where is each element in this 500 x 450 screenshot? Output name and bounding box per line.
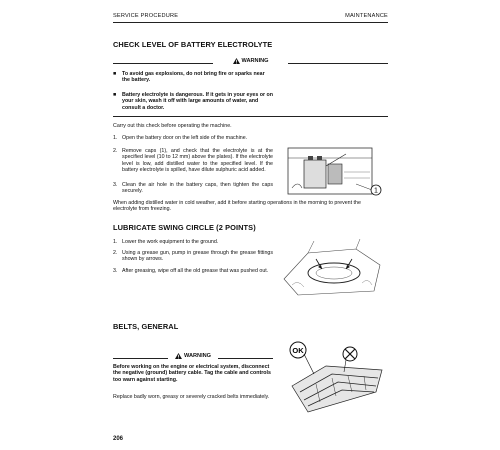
warning-label: WARNING bbox=[230, 58, 270, 64]
warning-line-left bbox=[113, 63, 213, 64]
section-rule bbox=[113, 116, 388, 117]
warning-line-left bbox=[113, 358, 168, 359]
swing-step-1: 1. Lower the work equipment to the ground. bbox=[113, 239, 219, 245]
bullet-icon: ■ bbox=[113, 92, 117, 98]
header-left: SERVICE PROCEDURE bbox=[113, 13, 179, 19]
battery-step-1: 1. Open the battery door on the left side of the machine. bbox=[113, 135, 248, 141]
warning-line-right bbox=[288, 63, 388, 64]
warning-line-right bbox=[218, 358, 273, 359]
section-title-swing-circle: LUBRICATE SWING CIRCLE (2 POINTS) bbox=[113, 223, 256, 232]
battery-step-3: 3. Clean the air hole in the battery caps, then tighten the caps securely. bbox=[113, 182, 273, 195]
section-title-belts: BELTS, GENERAL bbox=[113, 322, 179, 331]
warning-triangle-icon bbox=[232, 58, 239, 64]
page-number: 206 bbox=[113, 436, 124, 442]
battery-illustration bbox=[284, 144, 386, 206]
ok-label: OK bbox=[292, 346, 304, 355]
warning-label: WARNING bbox=[173, 353, 213, 359]
cold-weather-note: When adding distilled water in cold weather, add it before starting operations in the morning to prevent the electrolyte from freezing. bbox=[113, 200, 361, 213]
warning-triangle-icon bbox=[175, 353, 182, 359]
warning-banner-battery bbox=[113, 58, 388, 67]
belt-illustration bbox=[286, 340, 386, 416]
replace-belts-note: Replace badly worn, greasy or severely cracked belts immediately. bbox=[113, 394, 270, 400]
warning-bullet-2: ■ Battery electrolyte is dangerous. If it gets in your eyes or on your skin, wash it off with large amounts of water, and consult a doctor. bbox=[113, 92, 274, 111]
warning-bullet-1: ■ To avoid gas explosions, do not bring fire or sparks near the battery. bbox=[113, 71, 265, 84]
header-right: MAINTENANCE bbox=[345, 13, 388, 19]
warning-banner-belts bbox=[113, 353, 273, 362]
intro-text: Carry out this check before operating the machine. bbox=[113, 123, 232, 129]
swing-step-2: 2. Using a grease gun, pump in grease through the grease fittings shown by arrows. bbox=[113, 250, 273, 263]
belts-warning-text: Before working on the engine or electrical system, disconnect the negative (ground) battery cable. Tag the cable and controls too warn against starting. bbox=[113, 364, 271, 383]
swing-step-3: 3. After greasing, wipe off all the old grease that was pushed out. bbox=[113, 268, 269, 274]
callout-number: 1 bbox=[374, 187, 378, 195]
swing-circle-illustration bbox=[278, 235, 386, 301]
bullet-icon: ■ bbox=[113, 71, 117, 77]
header-rule bbox=[113, 22, 388, 23]
battery-step-2: 2. Remove caps (1), and check that the electrolyte is at the specified level (10 to 12 mm) above the plates). If the electrolyte level is low, add distilled water to the specified level. If the battery electrolyte is spilled, have dilute sulphuric acid added. bbox=[113, 148, 273, 174]
section-title-battery: CHECK LEVEL OF BATTERY ELECTROLYTE bbox=[113, 40, 273, 49]
